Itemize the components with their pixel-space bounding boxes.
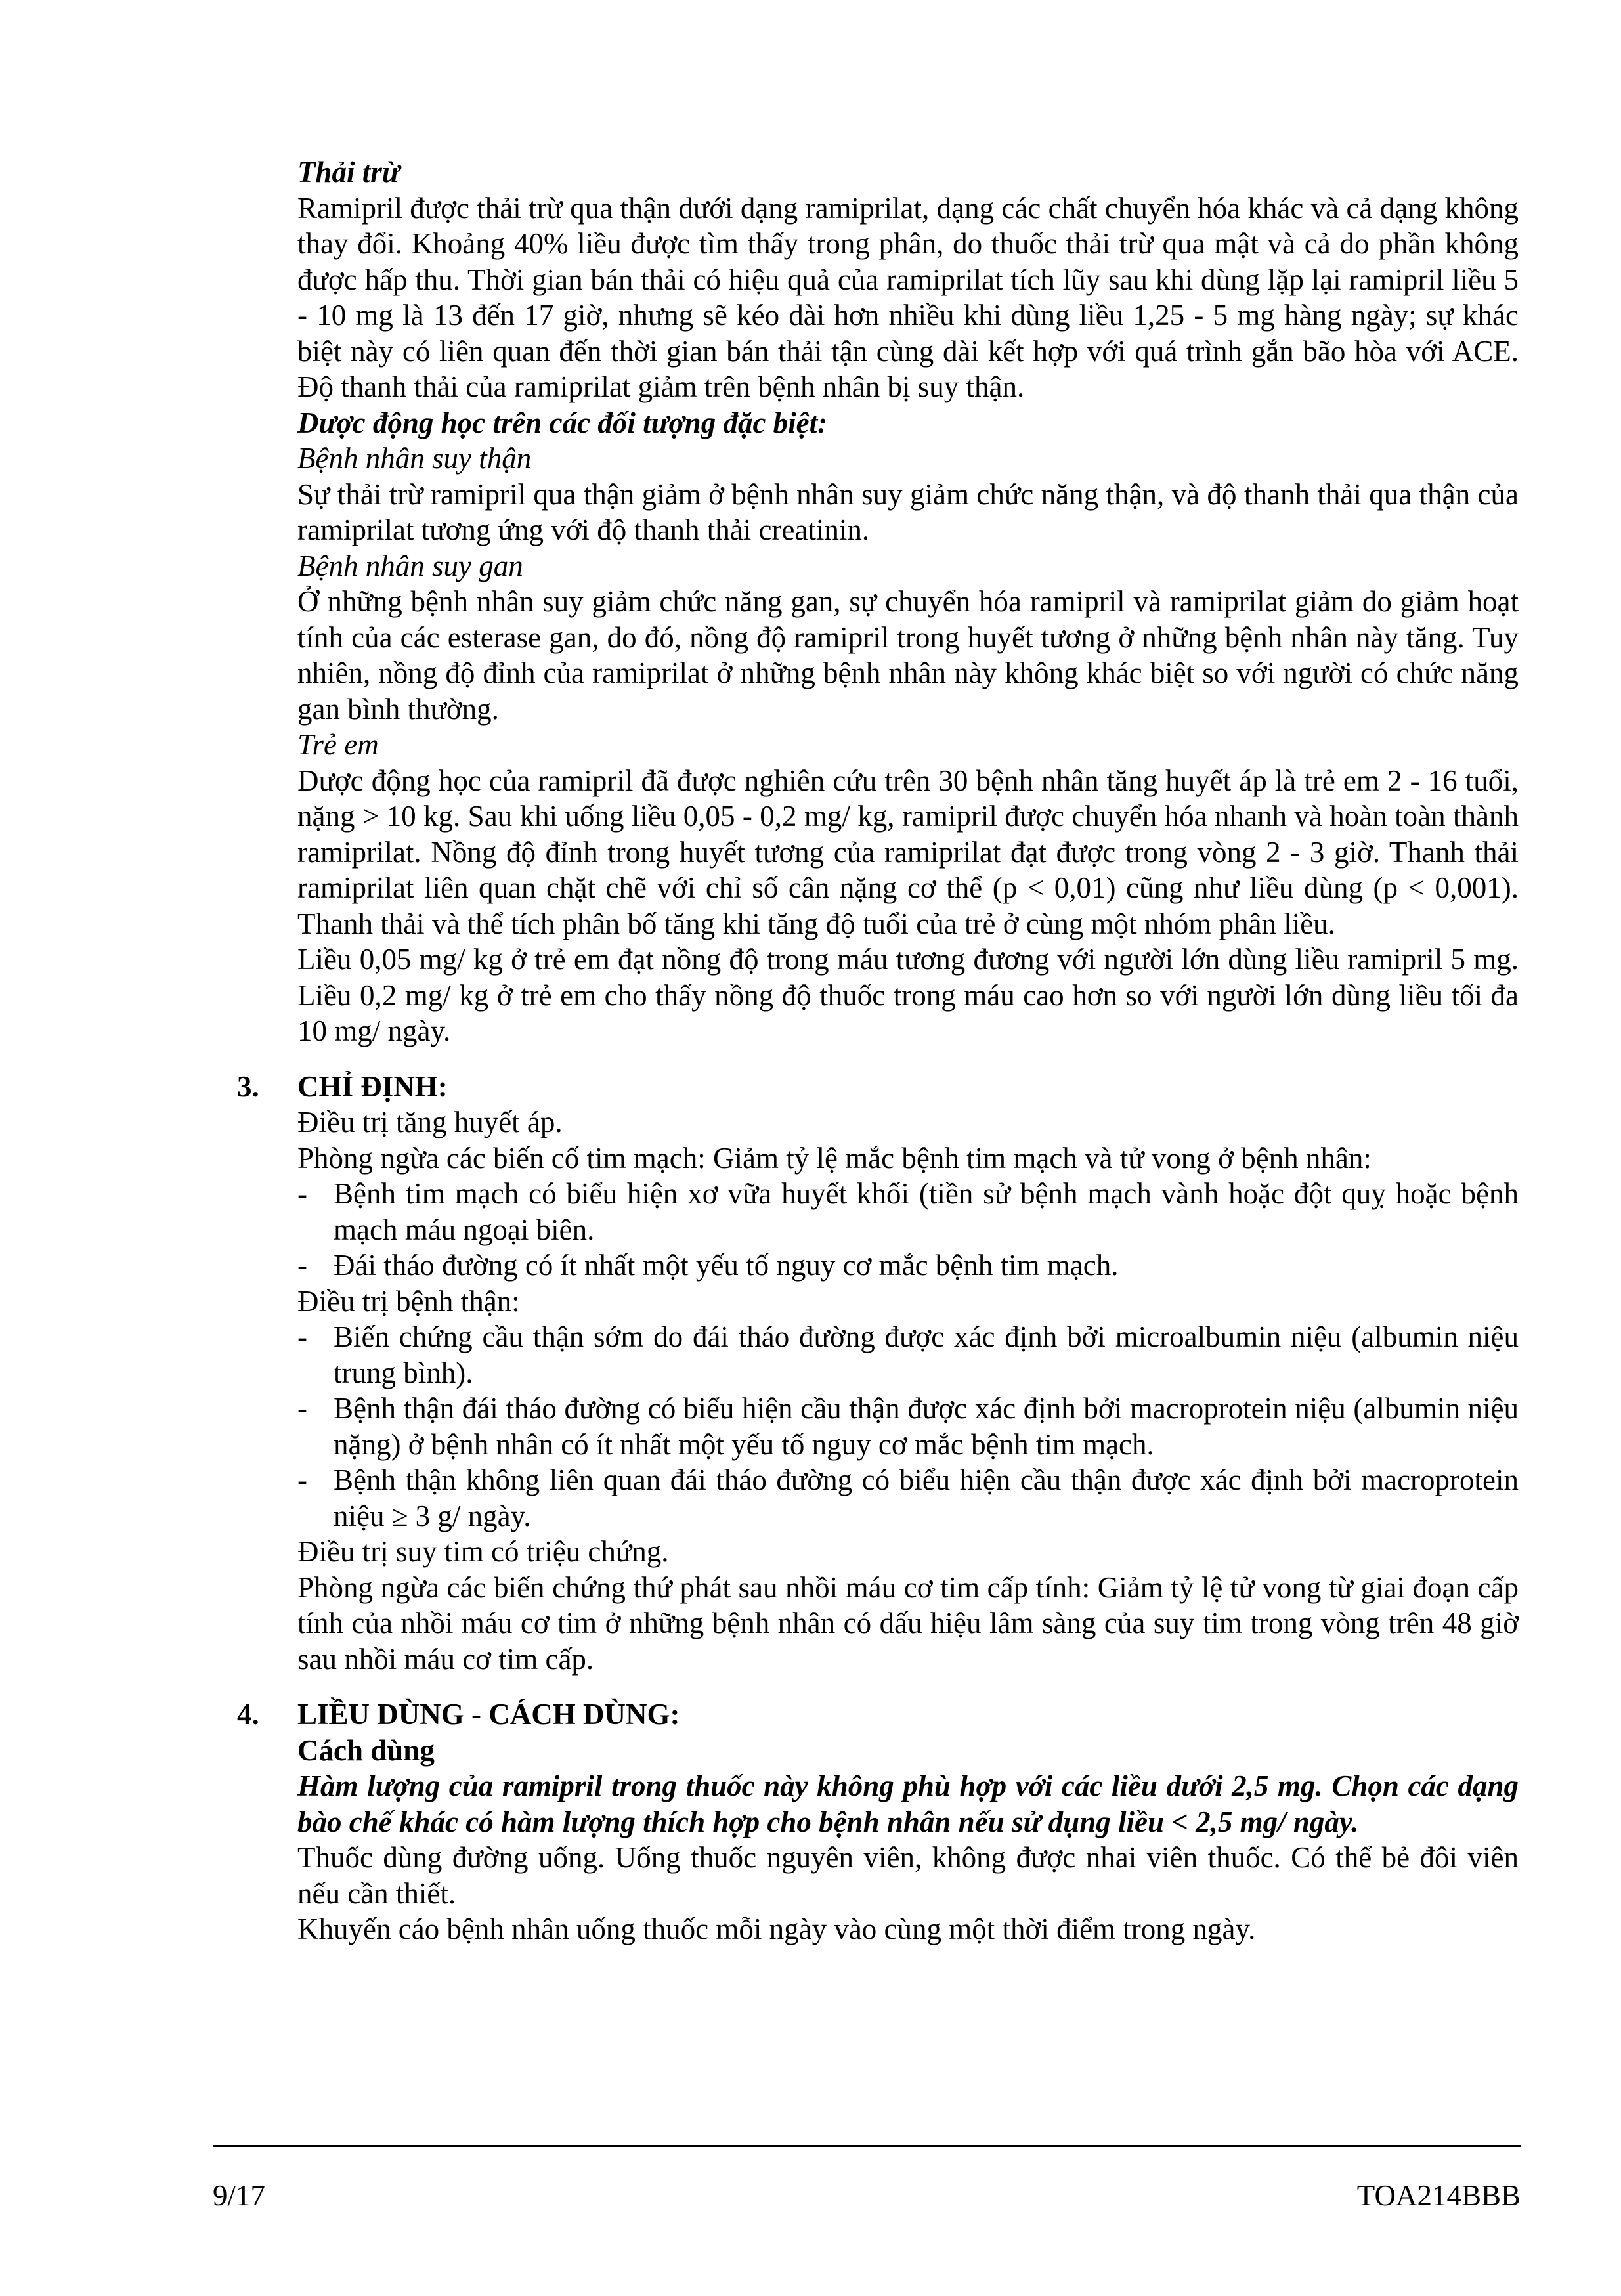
page-number: 9/17 (213, 2179, 266, 2212)
special-populations-heading: Dược động học trên các đối tượng đặc biệt: (297, 406, 828, 439)
section-title: LIỀU DÙNG - CÁCH DÙNG: (297, 1698, 680, 1731)
hepatic-text: Ở những bệnh nhân suy giảm chức năng gan, sự chuyển hóa ramipril và ramiprilat giảm do giảm hoạt tính của các esterase gan, do đó, nồng độ ramipril trong huyết tương ở những bệnh nhân này tăng. Tuy nhiên, nồng độ đỉnh của ramiprilat ở những bệnh nhân này không khác biệt so với người có chức năng gan bình thường. (297, 585, 1519, 726)
document-code: TOA214BBB (1356, 2179, 1521, 2212)
section-title: CHỈ ĐỊNH: (297, 1070, 448, 1103)
excretion-heading: Thải trừ (297, 156, 400, 188)
footer-divider (213, 2145, 1521, 2147)
indication-line: Điều trị tăng huyết áp. (297, 1106, 563, 1138)
dosage-warning: Hàm lượng của ramipril trong thuốc này không phù hợp với các liều dưới 2,5 mg. Chọn các dạng bào chế khác có hàm lượng thích hợp cho bệnh nhân nếu sử dụng liều < 2,5 mg/ ngày. (297, 1769, 1519, 1838)
excretion-text: Ramipril được thải trừ qua thận dưới dạng ramiprilat, dạng các chất chuyển hóa khác và cả dạng không thay đổi. Khoảng 40% liều được tìm thấy trong phân, do thuốc thải trừ qua mật và cả do phần không được hấp thu. Thời gian bán thải có hiệu quả của ramiprilat tích lũy sau khi dùng lặp lại ramipril liều 5 - 10 mg là 13 đến 17 giờ, nhưng sẽ kéo dài hơn nhiều khi dùng liều 1,25 - 5 mg hàng ngày; sự khác biệt này có liên quan đến thời gian bán thải tận cùng dài kết hợp với quá trình gắn bão hòa với ACE. Độ thanh thải của ramiprilat giảm trên bệnh nhân bị suy thận. (297, 191, 1519, 403)
section-indications (237, 1069, 1519, 1678)
children-text-1: Dược động học của ramipril đã được nghiên cứu trên 30 bệnh nhân tăng huyết áp là trẻ em 2 - 16 tuổi, nặng > 10 kg. Sau khi uống liều 0,05 - 0,2 mg/ kg, ramipril được chuyển hóa nhanh và hoàn toàn thành ramiprilat. Nồng độ đỉnh trong huyết tương của ramiprilat đạt được trong vòng 2 - 3 giờ. Thanh thải ramiprilat liên quan chặt chẽ với chỉ số cân nặng cơ thể (p < 0,01) cũng như liều dùng (p < 0,001). Thanh thải và thể tích phân bố tăng khi tăng độ tuổi của trẻ ở cùng một nhóm phân liều. (297, 764, 1519, 940)
indication-line: Điều trị suy tim có triệu chứng. (297, 1535, 669, 1568)
dosage-subheading: Cách dùng (297, 1733, 435, 1767)
dosage-line: Khuyến cáo bệnh nhân uống thuốc mỗi ngày vào cùng một thời điểm trong ngày. (297, 1913, 1256, 1945)
list-item: - Bệnh thận không liên quan đái tháo đường có biểu hiện cầu thận được xác định bởi macroprotein niệu ≥ 3 g/ ngày. (297, 1463, 1519, 1532)
list-item: - Đái tháo đường có ít nhất một yếu tố nguy cơ mắc bệnh tim mạch. (297, 1249, 1119, 1282)
list-item: - Bệnh thận đái tháo đường có biểu hiện cầu thận được xác định bởi macroprotein niệu (albumin niệu nặng) ở bệnh nhân có ít nhất một yếu tố nguy cơ mắc bệnh tim mạch. (297, 1392, 1519, 1461)
dosage-line: Thuốc dùng đường uống. Uống thuốc nguyên viên, không được nhai viên thuốc. Có thể bẻ đôi viên nếu cần thiết. (297, 1841, 1519, 1910)
page-content (237, 154, 1519, 1947)
renal-subheading: Bệnh nhân suy thận (297, 442, 532, 475)
indication-list (297, 1176, 1519, 1284)
renal-text: Sự thải trừ ramipril qua thận giảm ở bệnh nhân suy giảm chức năng thận, và độ thanh thải qua thận của ramiprilat tương ứng với độ thanh thải creatinin. (297, 477, 1519, 546)
indication-line: Điều trị bệnh thận: (297, 1284, 520, 1318)
hepatic-subheading: Bệnh nhân suy gan (297, 549, 523, 582)
indication-line: Phòng ngừa các biến cố tim mạch: Giảm tỷ lệ mắc bệnh tim mạch và tử vong ở bệnh nhân: (297, 1141, 1372, 1175)
children-subheading: Trẻ em (297, 728, 379, 761)
list-item: - Biến chứng cầu thận sớm do đái tháo đường được xác định bởi microalbumin niệu (albumin niệu trung bình). (297, 1320, 1519, 1389)
section-number: 4. (237, 1698, 259, 1731)
section-dosage (237, 1697, 1519, 1947)
indication-line: Phòng ngừa các biến chứng thứ phát sau nhồi máu cơ tim cấp tính: Giảm tỷ lệ tử vong từ giai đoạn cấp tính của nhồi máu cơ tim ở những bệnh nhân có dấu hiệu lâm sàng của suy tim trong vòng trên 48 giờ sau nhồi máu cơ tim cấp. (297, 1570, 1519, 1676)
children-text-2: Liều 0,05 mg/ kg ở trẻ em đạt nồng độ trong máu tương đương với người lớn dùng liều ramipril 5 mg. Liều 0,2 mg/ kg ở trẻ em cho thấy nồng độ thuốc trong máu cao hơn so với người lớn dùng liều tối đa 10 mg/ ngày. (297, 943, 1519, 1047)
section-number: 3. (237, 1070, 259, 1103)
indication-list (297, 1319, 1519, 1534)
list-item: - Bệnh tim mạch có biểu hiện xơ vữa huyết khối (tiền sử bệnh mạch vành hoặc đột quỵ hoặc bệnh mạch máu ngoại biên. (297, 1177, 1519, 1246)
